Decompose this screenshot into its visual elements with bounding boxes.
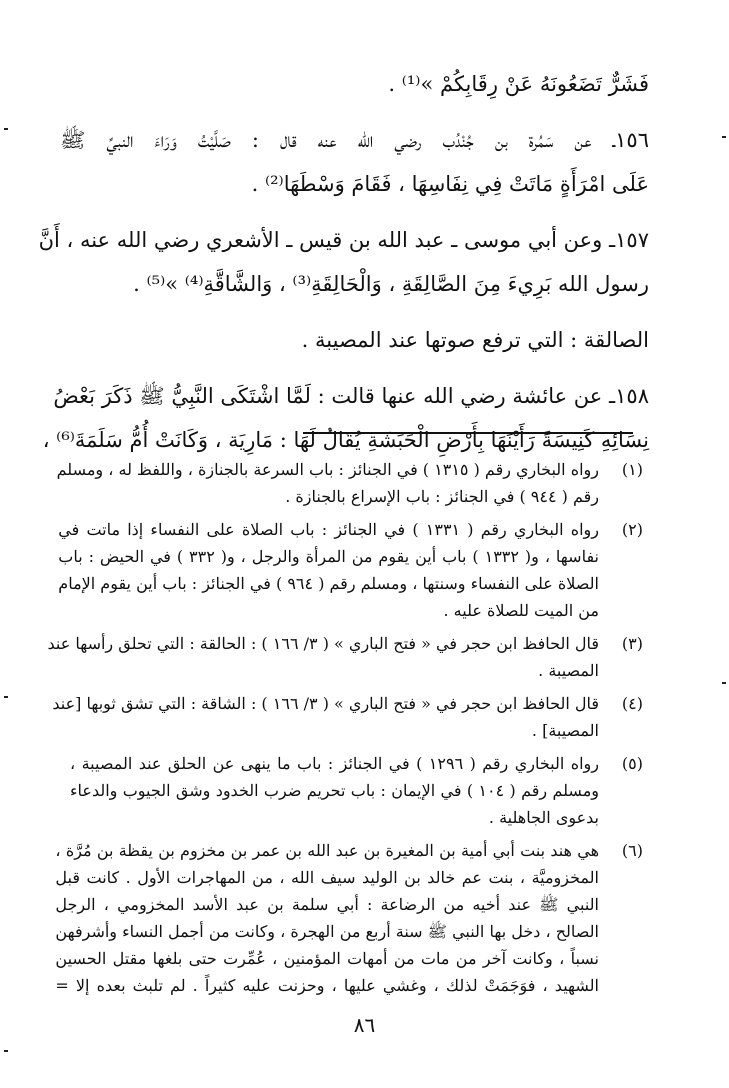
main-line: الصالقة : التي ترفع صوتها عند المصيبة . bbox=[301, 328, 649, 352]
footnote-3 bbox=[47, 630, 643, 684]
scan-mark bbox=[4, 696, 8, 698]
footnote-line: من الميت للصلاة عليه . bbox=[443, 601, 599, 620]
footnote-line: رقم ( ٩٤٤ ) في الجنائز : باب الإسراع بالجنازة . bbox=[285, 487, 599, 506]
scan-mark bbox=[722, 136, 726, 138]
footnote-2 bbox=[58, 516, 643, 624]
footnote-line: المصيبة . bbox=[538, 661, 599, 680]
footnote-number: (٤) bbox=[621, 694, 643, 713]
main-line: عَلَى امْرَأَةٍ مَاتَتْ فِي نِفَاسِهَا ، فَقَامَ وَسْطَهَا⁽²⁾ . bbox=[251, 172, 649, 196]
footnote-line: الصلاة على النفساء وسنتها ، ومسلم رقم ( ٩٦٤ ) في الجنائز : باب أين يقوم الإمام bbox=[58, 574, 599, 593]
footnote-line: هي هند بنت أبي أمية بن المغيرة بن عبد الله بن عمر بن مخزوم بن يقظة بن مُرَّة ، bbox=[55, 841, 599, 860]
footnote-number: (٢) bbox=[621, 520, 643, 539]
main-line: ١٥٧ـ وعن أبي موسى ـ عبد الله بن قيس ـ الأشعري رضي الله عنه ، أَنَّ bbox=[38, 228, 649, 252]
footnote-line: رواه البخاري رقم ( ١٢٩٦ ) في الجنائز : باب ما ينهى عن الحلق عند المصيبة ، bbox=[70, 754, 599, 773]
footnote-line: النبي ﷺ عند أخيه من الرضاعة : أبي سلمة بن عبد الأسد المخزومي ، الرجل bbox=[55, 895, 599, 914]
footnote-1 bbox=[56, 456, 643, 510]
footnote-line: نسباً ، وكانت آخر من مات من أمهات المؤمنين ، عُمِّرت حتى بلغها مقتل الحسين bbox=[55, 949, 599, 968]
footnote-line: ومسلم رقم ( ١٠٤ ) في الإيمان : باب تحريم ضرب الخدود وشق الجيوب والدعاء bbox=[70, 781, 600, 800]
main-line: نِسَائِهِ كَنِيسَةً رَأَيْنَهَا بِأَرْضِ الْحَبَشَةِ يُقَالُ لَهَا : مَارِيَة ، وَكَانَتْ أُمُّ سَلَمَةَ⁽⁶⁾ ، bbox=[42, 428, 649, 452]
main-line: ١٥٨ـ عن عائشة رضي الله عنها قالت : لَمَّا اشْتَكَى النَّبِيُّ ﷺ ذَكَرَ بَعْضُ bbox=[53, 384, 649, 408]
footnote-line: بدعوى الجاهلية . bbox=[488, 808, 599, 827]
scan-mark bbox=[722, 682, 726, 684]
main-line: فَشَرٌّ تَضَعُونَهُ عَنْ رِقَابِكُمْ »⁽¹⁾ . bbox=[388, 72, 649, 96]
footnote-number: (٦) bbox=[621, 841, 643, 860]
footnote-number: (١) bbox=[621, 460, 643, 479]
footnote-6 bbox=[55, 837, 643, 999]
footnote-line: رواه البخاري رقم ( ١٣٣١ ) في الجنائز : باب الصلاة على النفساء إذا ماتت في bbox=[58, 520, 599, 539]
main-line: رسول الله بَرِيءَ مِنَ الصَّالِقَةِ ، وَالْحَالِقَةِ⁽³⁾ ، وَالشَّاقَّةِ⁽⁴⁾ »⁽⁵⁾ . bbox=[133, 272, 649, 296]
footnote-line: الشهيد ، فوَجَمَتْ لذلك ، وغشي عليها ، وحزنت عليه كثيراً . لم تلبث بعده إلا = bbox=[55, 976, 599, 995]
footnote-line: رواه البخاري رقم ( ١٣١٥ ) في الجنائز : باب السرعة بالجنازة ، واللفظ له ، ومسلم bbox=[56, 460, 599, 479]
main-text bbox=[38, 62, 649, 462]
footnote-line: نفاسها ، و( ١٣٣٢ ) باب أين يقوم من المرأة والرجل ، و( ٣٣٢ ) في الحيض : باب bbox=[58, 547, 600, 566]
footnote-number: (٥) bbox=[621, 754, 643, 773]
page-number: ٨٦ bbox=[353, 1013, 376, 1037]
footnote-line: الصالح ، دخل بها النبي ﷺ سنة أربع من الهجرة ، وكانت من أجمل النساء وأشرفهن bbox=[55, 922, 599, 941]
footnote-separator bbox=[303, 432, 633, 434]
footnote-line: المخزوميَّة ، بنت عم خالد بن الوليد سيف الله ، من المهاجرات الأول . كانت قبل bbox=[55, 868, 599, 887]
footnote-line: قال الحافظ ابن حجر في « فتح الباري » ( ٣/ ١٦٦ ) : الشاقة : التي تشق ثوبها [عند bbox=[52, 694, 599, 713]
footnote-4 bbox=[52, 690, 643, 744]
footnote-line: قال الحافظ ابن حجر في « فتح الباري » ( ٣/ ١٦٦ ) : الحالقة : التي تحلق رأسها عند bbox=[47, 634, 599, 653]
footnote-5 bbox=[70, 750, 643, 831]
footnote-line: المصيبة] . bbox=[531, 721, 599, 740]
scan-mark bbox=[4, 128, 8, 130]
scan-mark bbox=[4, 1050, 8, 1052]
main-line: ١٥٦ـ عن سَمُرة بن جُنْدُب رضي الله عنه قال : صَلَّيْتُ وَرَاءَ النبيِّ ﷺ bbox=[60, 128, 649, 152]
footnote-number: (٣) bbox=[621, 634, 643, 653]
footnotes bbox=[47, 456, 643, 1005]
